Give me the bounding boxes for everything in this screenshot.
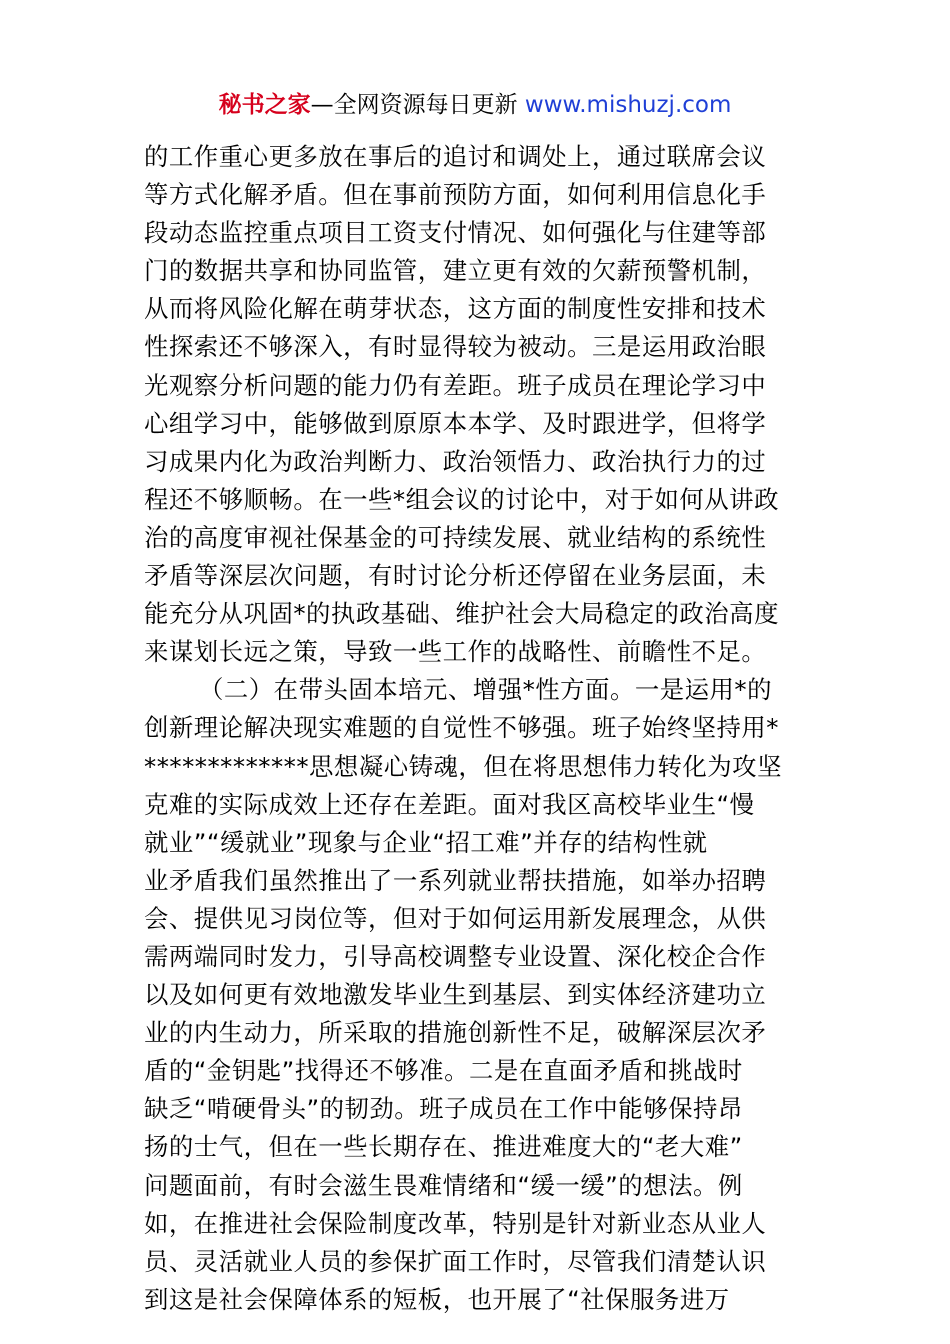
body-line: 习成果内化为政治判断力、政治领悟力、政治执行力的过 xyxy=(144,446,767,476)
body-line: 业的内生动力，所采取的措施创新性不足，破解深层次矛 xyxy=(144,1018,767,1048)
body-line: 从而将风险化解在萌芽状态，这方面的制度性安排和技术 xyxy=(144,294,767,324)
header-slogan: —全网资源每日更新 xyxy=(310,92,525,118)
body-line: 业矛盾我们虽然推出了一系列就业帮扶措施，如举办招聘 xyxy=(144,865,767,895)
body-line: 如，在推进社会保险制度改革，特别是针对新业态从业人 xyxy=(144,1208,767,1238)
body-line: 缺乏“啃硬骨头”的韧劲。班子成员在工作中能够保持昂 xyxy=(144,1094,743,1124)
body-line: 能充分从巩固*的执政基础、维护社会大局稳定的政治高度 xyxy=(144,599,779,629)
body-line: 到这是社会保障体系的短板，也开展了“社保服务进万 xyxy=(144,1284,730,1314)
body-line: 性探索还不够深入，有时显得较为被动。三是运用政治眼 xyxy=(144,332,767,362)
website-link[interactable]: www.mishuzj.com xyxy=(524,92,732,118)
body-line: 问题面前，有时会滋生畏难情绪和“缓一缓”的想法。例 xyxy=(144,1170,743,1200)
body-line: 段动态监控重点项目工资支付情况、如何强化与住建等部 xyxy=(144,218,767,248)
body-line: 来谋划长远之策，导致一些工作的战略性、前瞻性不足。 xyxy=(144,637,767,667)
body-line: 光观察分析问题的能力仍有差距。班子成员在理论学习中 xyxy=(144,370,767,400)
body-line: 心组学习中，能够做到原原本本学、及时跟进学，但将学 xyxy=(144,408,767,438)
body-line: 程还不够顺畅。在一些*组会议的讨论中，对于如何从讲政 xyxy=(144,484,779,514)
body-line: 需两端同时发力，引导高校调整专业设置、深化校企合作 xyxy=(144,941,767,971)
body-line: 等方式化解矛盾。但在事前预防方面，如何利用信息化手 xyxy=(144,180,767,210)
page-header xyxy=(0,90,950,120)
body-line: 矛盾等深层次问题，有时讨论分析还停留在业务层面，未 xyxy=(144,561,767,591)
brand-name: 秘书之家 xyxy=(218,92,311,118)
body-line: 就业”“缓就业”现象与企业“招工难”并存的结构性就 xyxy=(144,827,708,857)
body-line: 以及如何更有效地激发毕业生到基层、到实体经济建功立 xyxy=(144,980,767,1010)
body-line: 盾的“金钥匙”找得还不够准。二是在直面矛盾和挑战时 xyxy=(144,1056,743,1086)
body-line: *************思想凝心铸魂，但在将思想伟力转化为攻坚 xyxy=(144,751,782,781)
body-line: 员、灵活就业人员的参保扩面工作时，尽管我们清楚认识 xyxy=(144,1246,767,1276)
body-line: 克难的实际成效上还存在差距。面对我区高校毕业生“慢 xyxy=(144,789,755,819)
section-heading-line: （二）在带头固本培元、增强*性方面。一是运用*的 xyxy=(199,675,772,705)
body-line: 会、提供见习岗位等，但对于如何运用新发展理念，从供 xyxy=(144,903,767,933)
document-body xyxy=(144,138,806,1319)
body-line: 扬的士气，但在一些长期存在、推进难度大的“老大难” xyxy=(144,1132,743,1162)
body-line: 治的高度审视社保基金的可持续发展、就业结构的系统性 xyxy=(144,522,767,552)
body-line: 的工作重心更多放在事后的追讨和调处上，通过联席会议 xyxy=(144,142,767,171)
body-line: 门的数据共享和协同监管，建立更有效的欠薪预警机制， xyxy=(144,256,767,286)
body-line: 创新理论解决现实难题的自觉性不够强。班子始终坚持用* xyxy=(144,713,779,743)
